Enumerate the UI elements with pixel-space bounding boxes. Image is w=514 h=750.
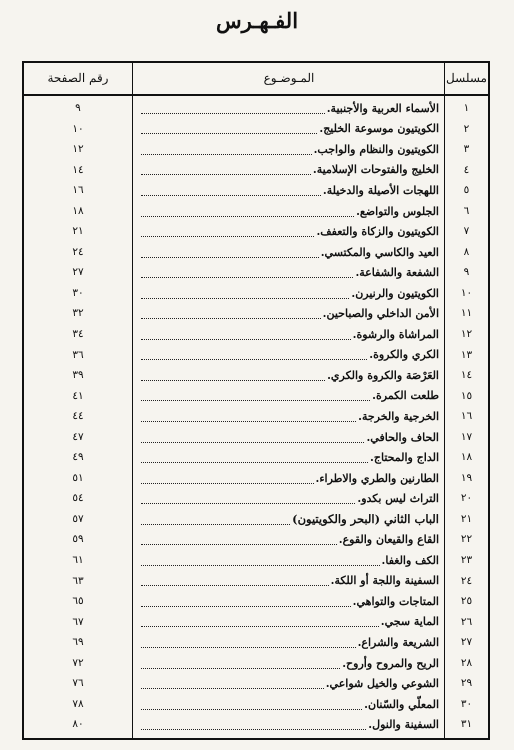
row-serial: ٧: [463, 225, 470, 238]
toc-row: [24, 509, 488, 530]
row-topic-text: القاع والقيعان والقوع.: [338, 533, 439, 547]
row-page-number: ٥١: [72, 471, 84, 484]
row-topic-text: الشفعة والشفاعة.: [355, 266, 439, 280]
dot-leader: [141, 173, 311, 175]
row-topic: [139, 324, 439, 345]
row-topic-text: الخرجية والخرجة.: [358, 409, 439, 423]
dot-leader: [141, 523, 290, 525]
row-page-number: ١٠: [72, 122, 84, 135]
row-topic: [139, 550, 439, 571]
toc-row: [24, 591, 488, 612]
row-page-number: ٤٩: [72, 451, 84, 464]
row-serial: ١: [463, 102, 470, 114]
row-serial: ٤: [463, 163, 470, 176]
row-topic: [139, 447, 439, 468]
row-page-number: ٣٤: [72, 328, 84, 341]
row-serial: ٢٣: [460, 554, 473, 567]
dot-leader: [141, 153, 312, 155]
toc-row: [24, 180, 488, 201]
row-topic-text: الكويتيون والزكاة والتعفف.: [316, 225, 439, 239]
row-serial: ١٣: [460, 348, 473, 361]
row-topic: [139, 283, 439, 304]
row-topic: [139, 694, 439, 715]
toc-row: [24, 714, 488, 735]
row-page-number: ٢٧: [72, 266, 84, 279]
row-topic-text: اللهجات الأصيلة والدخيلة.: [322, 183, 439, 197]
row-topic: [139, 262, 439, 283]
dot-leader: [141, 132, 317, 134]
row-serial: ٦: [463, 204, 470, 217]
toc-row: [24, 406, 488, 427]
row-topic-text: المراشاة والرشوة.: [352, 327, 439, 341]
row-topic-text: التراث ليس بكدو.: [357, 492, 439, 506]
dot-leader: [141, 482, 314, 484]
dot-leader: [141, 215, 354, 217]
row-page-number: ١٢: [72, 143, 84, 156]
row-serial: ٢٠: [460, 492, 473, 505]
row-topic: [139, 529, 439, 550]
toc-row: [24, 612, 488, 633]
row-page-number: ٤٤: [72, 410, 84, 423]
row-page-number: ٦٧: [72, 615, 84, 628]
row-page-number: ١٦: [72, 184, 84, 197]
row-serial: ٢٧: [460, 636, 473, 649]
row-topic-text: الخليج والفتوحات الإسلامية.: [312, 163, 439, 177]
dot-leader: [141, 317, 321, 319]
row-topic: [139, 591, 439, 612]
toc-row: [24, 119, 488, 140]
row-page-number: ٣٠: [72, 286, 84, 299]
row-page-number: ٥٤: [72, 492, 84, 505]
toc-row: [24, 324, 488, 345]
row-topic: [139, 303, 439, 324]
row-serial: ٢٢: [460, 533, 473, 546]
row-serial: ٢١: [460, 512, 473, 525]
row-serial: ١٥: [460, 389, 473, 402]
row-page-number: ٨٠: [72, 718, 84, 731]
row-topic: [139, 509, 439, 530]
row-topic-text: الجلوس والتواضع.: [356, 204, 439, 218]
row-serial: ٢: [463, 122, 470, 135]
row-topic: [139, 571, 439, 592]
row-topic-text: الأسماء العربية والأجنبية.: [326, 101, 439, 115]
row-page-number: ٤٧: [72, 430, 84, 443]
row-topic-text: العيد والكاسي والمكتسي.: [320, 245, 439, 259]
toc-row: [24, 345, 488, 366]
row-topic: [139, 365, 439, 386]
row-page-number: ٦٣: [72, 574, 84, 587]
row-topic-text: الشوعي والخيل شواعي.: [325, 677, 439, 691]
row-page-number: ٥٩: [72, 533, 84, 546]
dot-leader: [141, 358, 367, 360]
row-topic: [139, 488, 439, 509]
dot-leader: [141, 276, 353, 278]
row-serial: ١٤: [460, 369, 473, 382]
dot-leader: [141, 441, 364, 443]
toc-row: [24, 201, 488, 222]
dot-leader: [141, 194, 321, 196]
dot-leader: [141, 420, 356, 422]
row-topic-text: الكويتيون والرنيرن.: [351, 286, 439, 300]
row-topic: [139, 242, 439, 263]
row-topic: [139, 632, 439, 653]
row-page-number: ١٨: [72, 204, 84, 217]
row-topic-text: الريح والمروح وأروح.: [342, 656, 439, 670]
row-serial: ٢٥: [460, 595, 473, 608]
row-topic: [139, 612, 439, 633]
row-page-number: ٧٦: [72, 677, 84, 690]
row-topic-text: الماية سجي.: [380, 615, 439, 629]
row-serial: ١١: [460, 307, 473, 320]
row-page-number: ٦١: [72, 554, 84, 567]
row-topic: [139, 221, 439, 242]
row-serial: ٢٤: [460, 574, 473, 587]
row-serial: ١٠: [460, 286, 473, 299]
row-page-number: ٢١: [72, 225, 84, 238]
row-page-number: ٢٤: [72, 245, 84, 258]
header-page-number: رقم الصفحة: [23, 63, 133, 96]
header-topic: المـوضـوع: [133, 63, 445, 96]
dot-leader: [141, 399, 370, 401]
row-topic: [139, 406, 439, 427]
row-page-number: ٦٥: [72, 595, 84, 608]
row-topic-text: الكويتيون والنظام والواجب.: [313, 142, 439, 156]
toc-row: [24, 221, 488, 242]
row-topic: [139, 653, 439, 674]
row-topic: [139, 427, 439, 448]
toc-row: [24, 98, 488, 119]
row-page-number: ١٤: [72, 163, 84, 176]
toc-row: [24, 262, 488, 283]
dot-leader: [141, 338, 351, 340]
toc-row: [24, 571, 488, 592]
header-serial: مسلسل: [445, 63, 488, 96]
toc-row: [24, 694, 488, 715]
toc-row: [24, 550, 488, 571]
row-page-number: ٩: [75, 102, 81, 114]
toc-row: [24, 427, 488, 448]
row-serial: ١٩: [460, 471, 473, 484]
toc-rows: [24, 98, 488, 735]
row-serial: ٨: [463, 245, 470, 258]
toc-row: [24, 447, 488, 468]
row-topic-text: المعلّي والسّنان.: [364, 697, 439, 711]
row-topic: [139, 180, 439, 201]
row-topic: [139, 468, 439, 489]
row-serial: ١٨: [460, 451, 473, 464]
toc-table: [22, 61, 490, 740]
row-page-number: ٣٦: [72, 348, 84, 361]
dot-leader: [141, 543, 337, 545]
row-topic: [139, 160, 439, 181]
dot-leader: [141, 502, 355, 504]
dot-leader: [141, 625, 379, 627]
page-title: الفـهـرس: [215, 8, 299, 33]
toc-row: [24, 242, 488, 263]
row-serial: ١٢: [460, 328, 473, 341]
row-topic-text: السفينة والنول.: [368, 718, 439, 732]
row-serial: ١٧: [460, 430, 473, 443]
dot-leader: [141, 379, 325, 381]
toc-row: [24, 160, 488, 181]
dot-leader: [141, 584, 329, 586]
row-topic-text: المتاجات والتواهي.: [352, 594, 439, 608]
row-serial: ٢٩: [460, 677, 473, 690]
dot-leader: [141, 605, 351, 607]
row-topic: [139, 201, 439, 222]
dot-leader: [141, 112, 325, 114]
toc-row: [24, 386, 488, 407]
row-topic-text: الكويتيون موسوعة الخليج.: [319, 122, 439, 136]
row-serial: ٣٠: [460, 697, 473, 710]
row-topic-text: طلعت الكمرة.: [372, 389, 439, 403]
dot-leader: [141, 667, 340, 669]
toc-row: [24, 303, 488, 324]
row-topic-text: الكف والغفا.: [381, 553, 439, 567]
toc-row: [24, 488, 488, 509]
toc-row: [24, 529, 488, 550]
row-topic-text: الأمن الداخلي والصباحين.: [322, 307, 439, 321]
row-page-number: ٣٩: [72, 369, 84, 382]
row-topic: [139, 673, 439, 694]
dot-leader: [141, 708, 362, 710]
row-topic: [139, 345, 439, 366]
row-page-number: ٦٩: [72, 636, 84, 649]
dot-leader: [141, 235, 314, 237]
row-serial: ٣: [463, 143, 470, 156]
row-topic-text: السفينة واللجة أو اللكة.: [330, 574, 439, 588]
toc-row: [24, 283, 488, 304]
row-topic: [139, 139, 439, 160]
row-serial: ٩: [463, 266, 470, 279]
row-serial: ٢٦: [460, 615, 473, 628]
row-page-number: ٥٧: [72, 512, 84, 525]
row-page-number: ٣٢: [72, 307, 84, 320]
toc-row: [24, 365, 488, 386]
toc-row: [24, 468, 488, 489]
row-topic-text: الحاف والحافي.: [366, 430, 439, 444]
row-topic: [139, 714, 439, 735]
row-topic: [139, 386, 439, 407]
row-topic-text: الشريعة والشراع.: [357, 635, 439, 649]
dot-leader: [141, 564, 380, 566]
row-topic: [139, 98, 439, 119]
dot-leader: [141, 256, 319, 258]
dot-leader: [141, 646, 356, 648]
dot-leader: [141, 297, 349, 299]
toc-row: [24, 632, 488, 653]
row-topic-text: الكري والكروة.: [369, 348, 439, 362]
row-serial: ٣١: [460, 718, 473, 731]
dot-leader: [141, 728, 366, 730]
row-topic-text: الباب الثاني (البحر والكويتيون): [292, 512, 439, 527]
row-serial: ٥: [463, 184, 470, 197]
toc-row: [24, 653, 488, 674]
row-serial: ٢٨: [460, 656, 473, 669]
row-topic-text: العَرْصَة والكروة والكري.: [327, 368, 439, 382]
row-page-number: ٧٨: [72, 697, 84, 710]
row-serial: ١٦: [460, 410, 473, 423]
row-page-number: ٤١: [72, 389, 84, 402]
row-topic-text: الداج والمحتاج.: [370, 451, 439, 465]
toc-row: [24, 139, 488, 160]
toc-row: [24, 673, 488, 694]
row-page-number: ٧٢: [72, 656, 84, 669]
row-topic-text: الطارنين والطري والاطراء.: [315, 471, 439, 485]
dot-leader: [141, 687, 324, 689]
row-topic: [139, 119, 439, 140]
dot-leader: [141, 461, 368, 463]
